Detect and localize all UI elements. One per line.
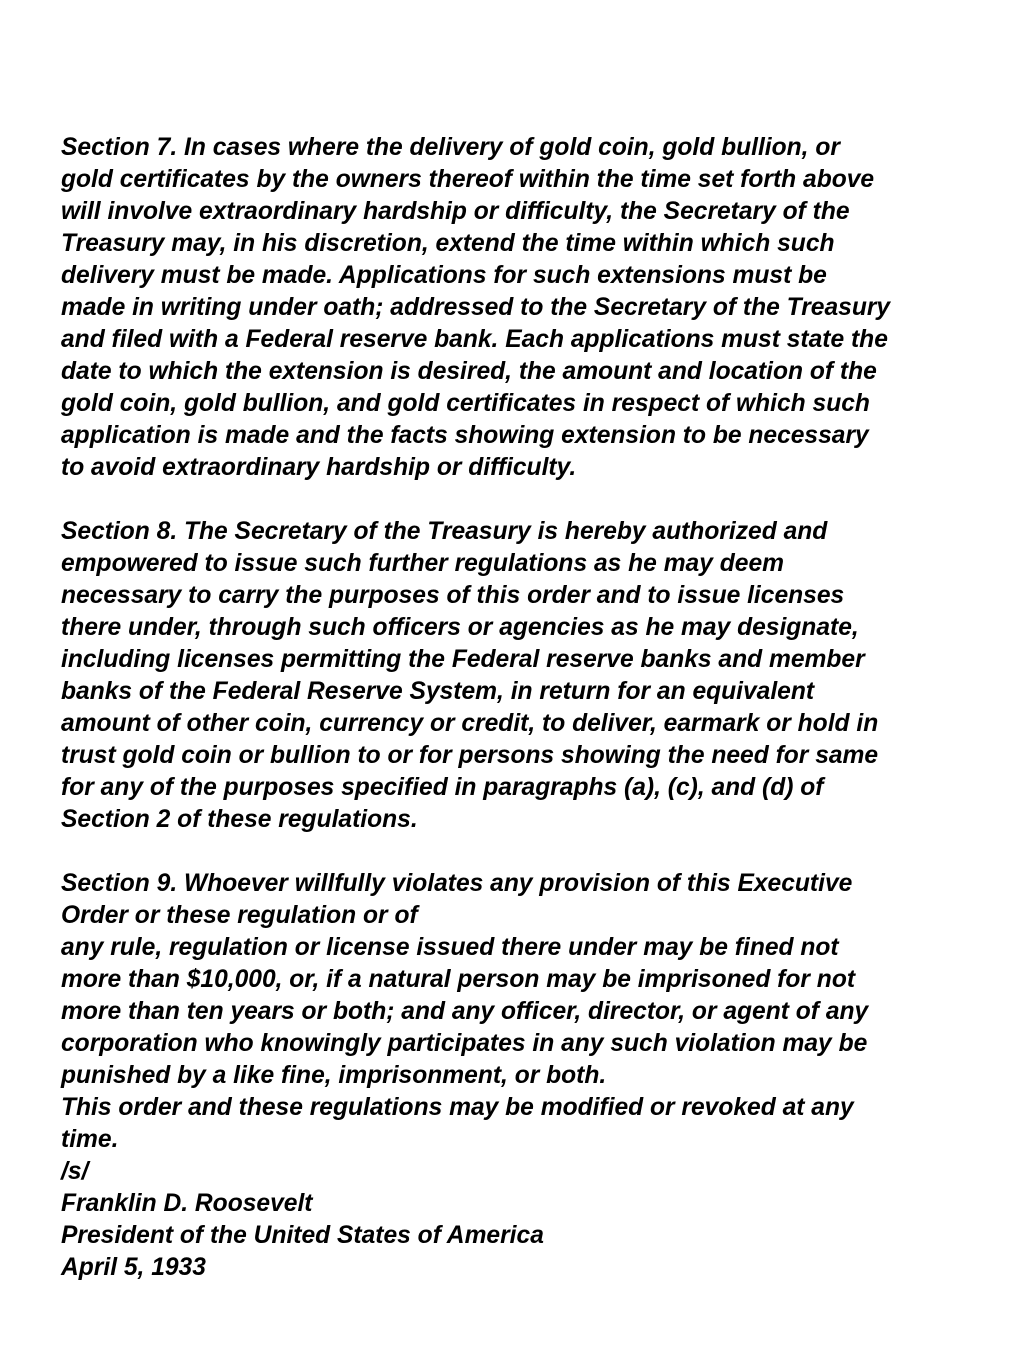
text-line: Section 7. In cases where the delivery of gold coin, gold bullion, or bbox=[61, 134, 840, 161]
signature-mark: /s/ bbox=[61, 1158, 89, 1185]
section-8-paragraph bbox=[61, 516, 961, 836]
text-line: empowered to issue such further regulations as he may deem bbox=[61, 550, 784, 577]
text-line: trust gold coin or bullion to or for persons showing the need for same bbox=[61, 742, 879, 769]
signer-title: President of the United States of America bbox=[61, 1222, 544, 1249]
text-line: time. bbox=[61, 1126, 119, 1153]
text-line: Section 2 of these regulations. bbox=[61, 806, 418, 833]
document-body bbox=[61, 132, 961, 1284]
text-line: gold certificates by the owners thereof within the time set forth above bbox=[61, 166, 875, 193]
text-line: Order or these regulation or of bbox=[61, 902, 418, 929]
text-line: including licenses permitting the Federal reserve banks and member bbox=[61, 646, 865, 673]
text-line: any rule, regulation or license issued there under may be fined not bbox=[61, 934, 839, 961]
text-line: made in writing under oath; addressed to the Secretary of the Treasury bbox=[61, 294, 891, 321]
signature-block bbox=[61, 1156, 961, 1284]
text-line: punished by a like fine, imprisonment, or both. bbox=[61, 1062, 607, 1089]
text-line: delivery must be made. Applications for such extensions must be bbox=[61, 262, 827, 289]
text-line: more than ten years or both; and any officer, director, or agent of any bbox=[61, 998, 869, 1025]
signer-name: Franklin D. Roosevelt bbox=[61, 1190, 313, 1217]
text-line: amount of other coin, currency or credit, to deliver, earmark or hold in bbox=[61, 710, 879, 737]
text-line: date to which the extension is desired, the amount and location of the bbox=[61, 358, 877, 385]
text-line: corporation who knowingly participates in any such violation may be bbox=[61, 1030, 868, 1057]
text-line: Section 8. The Secretary of the Treasury is hereby authorized and bbox=[61, 518, 828, 545]
signature-date: April 5, 1933 bbox=[61, 1254, 206, 1281]
text-line: for any of the purposes specified in paragraphs (a), (c), and (d) of bbox=[61, 774, 824, 801]
text-line: application is made and the facts showing extension to be necessary bbox=[61, 422, 869, 449]
section-9-paragraph bbox=[61, 868, 961, 1156]
text-line: Section 9. Whoever willfully violates any provision of this Executive bbox=[61, 870, 853, 897]
text-line: to avoid extraordinary hardship or difficulty. bbox=[61, 454, 577, 481]
text-line: banks of the Federal Reserve System, in return for an equivalent bbox=[61, 678, 815, 705]
text-line: there under, through such officers or agencies as he may designate, bbox=[61, 614, 859, 641]
text-line: more than $10,000, or, if a natural person may be imprisoned for not bbox=[61, 966, 856, 993]
text-line: gold coin, gold bullion, and gold certificates in respect of which such bbox=[61, 390, 870, 417]
text-line: necessary to carry the purposes of this order and to issue licenses bbox=[61, 582, 845, 609]
text-line: will involve extraordinary hardship or difficulty, the Secretary of the bbox=[61, 198, 850, 225]
text-line: and filed with a Federal reserve bank. Each applications must state the bbox=[61, 326, 888, 353]
text-line: This order and these regulations may be modified or revoked at any bbox=[61, 1094, 854, 1121]
text-line: Treasury may, in his discretion, extend the time within which such bbox=[61, 230, 835, 257]
section-7-paragraph bbox=[61, 132, 961, 484]
